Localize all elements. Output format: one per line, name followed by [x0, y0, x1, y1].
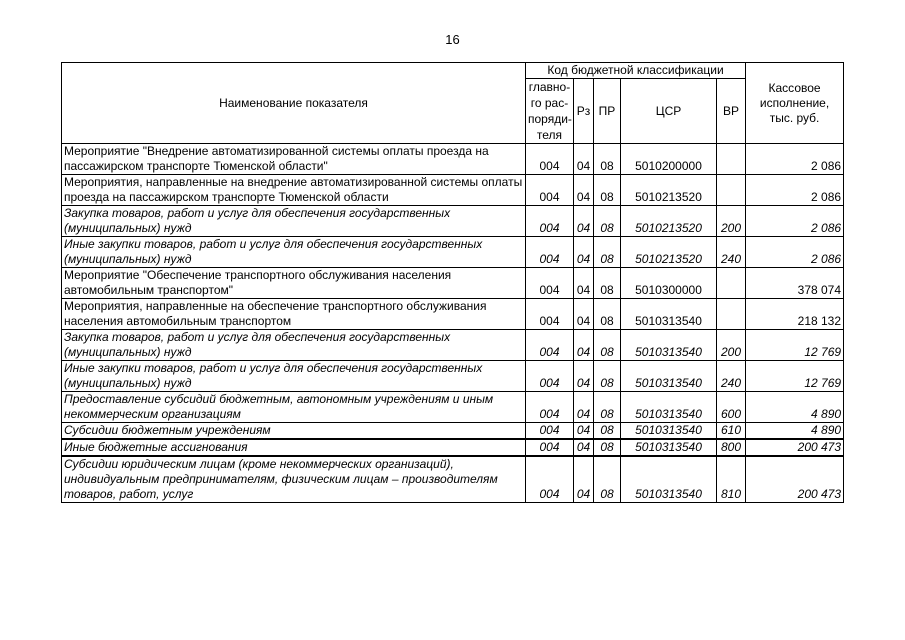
- row-vr: 610: [717, 423, 746, 440]
- header-amount: Кассовое исполнение, тыс. руб.: [746, 63, 844, 144]
- row-csr: 5010213520: [621, 175, 717, 206]
- row-amount: 12 769: [746, 330, 844, 361]
- row-vr: [717, 299, 746, 330]
- row-rz: 04: [574, 392, 594, 423]
- row-name: Субсидии юридическим лицам (кроме некоммерческих организаций), индивидуальным предпринимателям, физическим лицам – производителям товаров, работ, услуг: [62, 456, 526, 503]
- table-row: [62, 299, 844, 330]
- row-pr: 08: [594, 237, 621, 268]
- row-name: Иные закупки товаров, работ и услуг для обеспечения государственных (муниципальных) нужд: [62, 361, 526, 392]
- row-amount: 2 086: [746, 206, 844, 237]
- row-vr: 200: [717, 206, 746, 237]
- row-pr: 08: [594, 439, 621, 456]
- row-csr: 5010213520: [621, 237, 717, 268]
- row-vr: 600: [717, 392, 746, 423]
- row-pr: 08: [594, 361, 621, 392]
- row-rz: 04: [574, 237, 594, 268]
- row-name: Мероприятие "Внедрение автоматизированной системы оплаты проезда на пассажирском транспорте Тюменской области": [62, 144, 526, 175]
- page-number: 16: [445, 32, 460, 47]
- row-rz: 04: [574, 439, 594, 456]
- table-row: [62, 392, 844, 423]
- header-rz: Рз: [574, 79, 594, 144]
- row-amount: 2 086: [746, 237, 844, 268]
- row-grbs: 004: [526, 206, 574, 237]
- budget-table: [61, 62, 844, 503]
- row-name: Закупка товаров, работ и услуг для обеспечения государственных (муниципальных) нужд: [62, 330, 526, 361]
- row-csr: 5010213520: [621, 206, 717, 237]
- header-grbs-line: го рас-: [530, 96, 569, 110]
- row-amount: 2 086: [746, 144, 844, 175]
- row-pr: 08: [594, 392, 621, 423]
- table-row: [62, 330, 844, 361]
- row-grbs: 004: [526, 330, 574, 361]
- header-grbs-line: поряди-: [528, 112, 572, 126]
- row-pr: 08: [594, 299, 621, 330]
- row-grbs: 004: [526, 299, 574, 330]
- row-rz: 04: [574, 206, 594, 237]
- table-row: [62, 268, 844, 299]
- row-vr: [717, 175, 746, 206]
- row-vr: 800: [717, 439, 746, 456]
- row-pr: 08: [594, 144, 621, 175]
- row-csr: 5010313540: [621, 392, 717, 423]
- header-vr: ВР: [717, 79, 746, 144]
- row-grbs: 004: [526, 268, 574, 299]
- table-row: [62, 439, 844, 456]
- row-amount: 4 890: [746, 392, 844, 423]
- header-grbs-line: теля: [536, 128, 563, 142]
- row-amount: 2 086: [746, 175, 844, 206]
- row-csr: 5010200000: [621, 144, 717, 175]
- table-row: [62, 206, 844, 237]
- header-grbs: [526, 79, 574, 144]
- header-pr: ПР: [594, 79, 621, 144]
- row-rz: 04: [574, 456, 594, 503]
- row-grbs: 004: [526, 456, 574, 503]
- row-grbs: 004: [526, 423, 574, 440]
- row-csr: 5010313540: [621, 439, 717, 456]
- table-row: [62, 175, 844, 206]
- row-vr: 810: [717, 456, 746, 503]
- row-csr: 5010313540: [621, 330, 717, 361]
- row-csr: 5010313540: [621, 456, 717, 503]
- header-classification: Код бюджетной классификации: [526, 63, 746, 79]
- row-name: Предоставление субсидий бюджетным, автономным учреждениям и иным некоммерческим организациям: [62, 392, 526, 423]
- row-name: Мероприятие "Обеспечение транспортного обслуживания населения автомобильным транспортом": [62, 268, 526, 299]
- row-vr: 240: [717, 237, 746, 268]
- row-vr: [717, 144, 746, 175]
- table-row: [62, 237, 844, 268]
- header-indicator: Наименование показателя: [62, 63, 526, 144]
- row-pr: 08: [594, 268, 621, 299]
- row-name: Закупка товаров, работ и услуг для обеспечения государственных (муниципальных) нужд: [62, 206, 526, 237]
- row-rz: 04: [574, 144, 594, 175]
- row-pr: 08: [594, 456, 621, 503]
- row-vr: 240: [717, 361, 746, 392]
- row-name: Мероприятия, направленные на внедрение автоматизированной системы оплаты проезда на пассажирском транспорте Тюменской области: [62, 175, 526, 206]
- table-body: [62, 144, 844, 503]
- row-grbs: 004: [526, 361, 574, 392]
- row-rz: 04: [574, 299, 594, 330]
- row-pr: 08: [594, 206, 621, 237]
- row-grbs: 004: [526, 439, 574, 456]
- table-row: [62, 361, 844, 392]
- table-row: [62, 456, 844, 503]
- row-csr: 5010313540: [621, 361, 717, 392]
- row-rz: 04: [574, 175, 594, 206]
- row-pr: 08: [594, 423, 621, 440]
- row-amount: 218 132: [746, 299, 844, 330]
- row-amount: 200 473: [746, 439, 844, 456]
- row-amount: 12 769: [746, 361, 844, 392]
- row-grbs: 004: [526, 175, 574, 206]
- header-csr: ЦСР: [621, 79, 717, 144]
- row-name: Субсидии бюджетным учреждениям: [62, 423, 526, 440]
- row-name: Мероприятия, направленные на обеспечение транспортного обслуживания населения автомобильным транспортом: [62, 299, 526, 330]
- table-row: [62, 144, 844, 175]
- row-csr: 5010313540: [621, 423, 717, 440]
- row-vr: [717, 268, 746, 299]
- row-amount: 200 473: [746, 456, 844, 503]
- header-grbs-line: главно-: [528, 80, 571, 94]
- row-vr: 200: [717, 330, 746, 361]
- row-amount: 4 890: [746, 423, 844, 440]
- row-csr: 5010300000: [621, 268, 717, 299]
- row-rz: 04: [574, 423, 594, 440]
- table-row: [62, 423, 844, 440]
- row-rz: 04: [574, 330, 594, 361]
- row-pr: 08: [594, 330, 621, 361]
- row-amount: 378 074: [746, 268, 844, 299]
- row-rz: 04: [574, 361, 594, 392]
- row-csr: 5010313540: [621, 299, 717, 330]
- row-pr: 08: [594, 175, 621, 206]
- row-grbs: 004: [526, 144, 574, 175]
- row-grbs: 004: [526, 392, 574, 423]
- row-rz: 04: [574, 268, 594, 299]
- row-name: Иные закупки товаров, работ и услуг для обеспечения государственных (муниципальных) нужд: [62, 237, 526, 268]
- row-name: Иные бюджетные ассигнования: [62, 439, 526, 456]
- row-grbs: 004: [526, 237, 574, 268]
